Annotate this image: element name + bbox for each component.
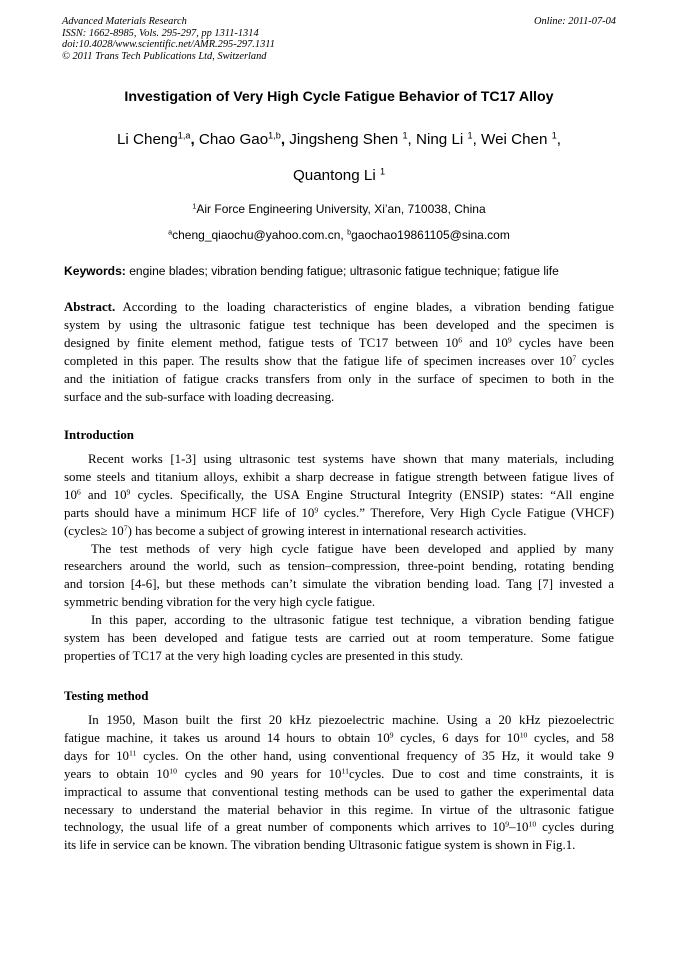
author-superscript: 1,b <box>268 130 281 141</box>
body-line: Recent works [1-3] using ultrasonic test systems have shown that many materials, including <box>88 452 614 466</box>
journal-name: Advanced Materials Research <box>62 16 187 27</box>
body-line <box>64 766 614 784</box>
body-text: ) has become a subject of growing interest in international research activities. <box>127 523 527 538</box>
exponent: 9 <box>389 730 394 740</box>
exponent: 9 <box>314 505 319 515</box>
author-name: Ning Li <box>416 131 464 148</box>
email-link[interactable]: cheng_qiaochu@yahoo.com.cn, <box>172 228 344 242</box>
body-text: technology, the usual life of a great number of components which arrives to 10 <box>64 820 506 835</box>
exponent: 9 <box>505 819 510 829</box>
body-line: In 1950, Mason built the first 20 kHz piezoelectric machine. Using a 20 kHz piezoelectric <box>88 713 614 727</box>
body-text: fatigue machine, it takes us around 14 hours to obtain 10 <box>64 730 390 745</box>
exponent: 10 <box>169 766 177 776</box>
body-line: necessary to understand the material behavior in this regime. In virtue of the ultrasonic fatigue <box>64 802 614 817</box>
exponent: 7 <box>572 353 577 363</box>
author-superscript: 1 <box>402 130 408 141</box>
keywords-text: engine blades; vibration bending fatigue; ultrasonic fatigue technique; fatigue life <box>129 264 559 278</box>
author-emails <box>0 228 678 242</box>
body-text: and 10 <box>87 487 127 502</box>
body-text: cycles and 90 years for 10 <box>184 766 342 781</box>
abstract-label: Abstract. <box>64 300 116 314</box>
testing-method-body <box>64 712 614 855</box>
journal-header <box>62 16 616 62</box>
affiliation-superscript: 1 <box>192 201 197 211</box>
body-line: symmetric bending vibration for the very high cycle fatigue. <box>64 595 376 610</box>
abstract-line <box>64 299 614 317</box>
body-line: impractical to assume that conventional testing methods can be used to gather the experimental data <box>64 784 614 799</box>
exponent: 10 <box>528 819 537 829</box>
section-heading-testing-method: Testing method <box>64 689 149 703</box>
body-text: 10 <box>64 487 77 502</box>
abstract-text: completed in this paper. The results show that the fatigue life of specimen increases over 10 <box>64 353 573 368</box>
exponent: 9 <box>126 487 131 497</box>
body-text: cycles.” Therefore, Very High Cycle Fatigue (VHCF) <box>323 505 614 520</box>
author-name: Chao Gao <box>198 131 269 148</box>
body-text: cycles during <box>542 820 614 835</box>
keywords <box>64 264 624 278</box>
body-line <box>64 748 614 766</box>
abstract-line: and the initiation of fatigue cracks transfers from only in the surface of specimen to both in the <box>64 371 614 386</box>
body-line: properties of TC17 at the very high loading cycles are presented in this study. <box>64 648 464 663</box>
copyright-line: © 2011 Trans Tech Publications Ltd, Switzerland <box>62 50 267 62</box>
body-text: cycles. Specifically, the USA Engine Structural Integrity (ENSIP) states: “All engine <box>137 487 614 502</box>
email-superscript: b <box>347 227 352 237</box>
body-line: its life in service can be known. The vibration bending Ultrasonic fatigue system is shown in Fig.1. <box>64 838 576 853</box>
body-line <box>64 523 614 541</box>
author-name: Quantong Li <box>292 167 376 184</box>
abstract-line <box>64 335 614 353</box>
affiliation <box>0 202 678 216</box>
abstract-text: cycles have been <box>518 335 614 350</box>
body-text: (cycles≥ 10 <box>64 523 124 538</box>
body-text: cycles. Due to cost and time constraints, it is <box>348 766 614 781</box>
exponent: 11 <box>128 748 137 758</box>
author-name: Wei Chen <box>481 131 548 148</box>
body-line: The test methods of very high cycle fatigue have been developed and applied by many <box>91 541 614 556</box>
abstract-text: designed by finite element method, fatigue tests of TC17 between 10 <box>64 335 459 350</box>
body-line <box>64 819 614 837</box>
body-text: cycles. On the other hand, using conventional frequency of 35 Hz, it would take 9 <box>143 748 614 763</box>
abstract-text: cycles <box>581 353 614 368</box>
email-link[interactable]: gaochao19861105@sina.com <box>351 228 510 242</box>
author-superscript: 1 <box>551 130 557 141</box>
body-text: parts should have a minimum HCF life of 10 <box>64 505 315 520</box>
exponent: 9 <box>507 335 512 345</box>
abstract-line: system by using the ultrasonic fatigue test technique has been developed and the specimen is <box>64 317 614 332</box>
author-superscript: 1,a <box>177 130 191 141</box>
author-superscript: 1 <box>379 166 386 177</box>
author-name: Li Cheng <box>116 131 178 148</box>
author-superscript: 1 <box>467 130 473 141</box>
exponent: 11 <box>341 766 349 776</box>
body-text: years to obtain 10 <box>64 766 170 781</box>
exponent: 10 <box>519 730 528 740</box>
abstract-line: surface and the sub-surface with loading decreasing. <box>64 389 335 404</box>
body-line: researchers around the world, such as tension–compression, three-point bending, rotating bending <box>64 559 614 574</box>
online-date: Online: 2011-07-04 <box>533 16 616 27</box>
issn-line: ISSN: 1662-8985, Vols. 295-297, pp 1311-1314 <box>62 27 259 39</box>
body-text: –10 <box>509 820 529 835</box>
body-line <box>64 730 614 748</box>
body-line: system has been developed and fatigue tests are carried out at room temperature. Some fatigue <box>64 631 614 646</box>
email-superscript: a <box>168 227 173 237</box>
body-line: In this paper, according to the ultrasonic fatigue test technique, a vibration bending fatigue <box>91 613 614 628</box>
abstract-text: and 10 <box>469 335 508 350</box>
exponent: 6 <box>458 335 463 345</box>
body-line <box>64 505 614 523</box>
body-text: cycles, 6 days for 10 <box>400 730 520 745</box>
body-line <box>64 487 614 505</box>
body-text: cycles, and 58 <box>533 730 614 745</box>
exponent: 6 <box>76 487 81 497</box>
author-line-1: Li Cheng$^{1,a}$, Chao Gao$^{1,b}$, Jingsheng Shen $^1$, Ning Li $^1$, Wei Chen $^1$, <box>116 130 562 148</box>
doi-line: doi:10.4028/www.scientific.net/AMR.295-297.1311 <box>62 39 275 51</box>
exponent: 7 <box>123 522 128 532</box>
paper-title: Investigation of Very High Cycle Fatigue Behavior of TC17 Alloy <box>124 89 554 105</box>
affiliation-text: Air Force Engineering University, Xi’an, 710038, China <box>196 202 486 216</box>
keywords-label: Keywords: <box>64 264 126 278</box>
abstract <box>64 299 614 406</box>
body-line: and torsion [4-6], but these methods can’t simulate the vibration bending load. Tang [7] invested a <box>64 577 614 592</box>
body-text: days for 10 <box>64 748 129 763</box>
abstract-line <box>64 353 614 371</box>
abstract-text: According to the loading characteristics of engine blades, a vibration bending fatigue <box>122 300 614 314</box>
author-line-2 <box>0 167 678 184</box>
section-heading-introduction: Introduction <box>64 428 134 442</box>
introduction-body <box>64 451 614 666</box>
body-line: some steels and titanium alloys, exhibit a sharp decrease in fatigue strength between fatigue lives of <box>64 469 614 484</box>
author-name: Jingsheng Shen <box>289 131 399 148</box>
